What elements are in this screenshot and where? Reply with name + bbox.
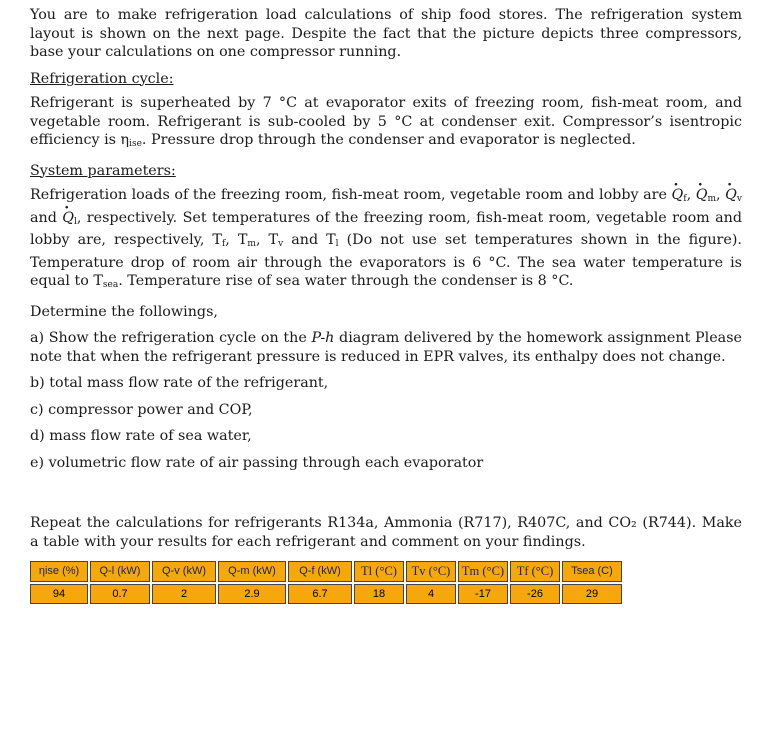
header-tl: Tl (°C): [354, 561, 404, 582]
parameters-table: [28, 559, 624, 606]
system-heading: System parameters:: [30, 162, 176, 179]
cycle-paragraph: Refrigerant is superheated by 7 °C at evaporator exits of freezing room, fish-meat room, and vegetable room. Refrigerant is sub-cooled by 5 °C at condenser exit. Compressor’s isentropic efficiency is $\eta_{ise}$. Pressure drop through the condenser and evaporator is neglected.: [30, 95, 742, 149]
system-paragraph: Refrigeration loads of the freezing room, fish-meat room, vegetable room and lobby are · $Q_f$, · $Q_m$, · $Q_v$ and · $Q_l$, respectively. Set temperatures of the freezing room, fish-meat room, vegetable room and lobby are, respectively, $T_f$, $T_m$, $T_v$ and $T_l$ (Do not use set temperatures shown in the figure). Temperature drop of room air through the evaporators is 6 °C. The sea water temperature is equal to $T_{sea}$. Temperature rise of sea water through the condenser is 8 °C.: [30, 186, 742, 295]
cell-eta: 94: [30, 584, 88, 605]
header-qm: Q-m (kW): [218, 561, 286, 582]
cell-tv: 4: [406, 584, 456, 605]
task-b: b) total mass flow rate of the refrigerant,: [30, 375, 329, 391]
cell-qm: 2.9: [218, 584, 286, 605]
assignment-document: [30, 6, 742, 606]
header-tsea: Tsea (C): [562, 561, 622, 582]
intro-paragraph: You are to make refrigeration load calculations of ship food stores. The refrigeration system layout is shown on the next page. Despite the fact that the picture depicts three compressors, base your calculations on one compressor running.: [30, 7, 742, 60]
cell-tf: -26: [510, 584, 560, 605]
header-tv: Tv (°C): [406, 561, 456, 582]
task-c: c) compressor power and COP,: [30, 401, 253, 418]
task-d: d) mass flow rate of sea water,: [30, 428, 252, 444]
table-header-row: [30, 561, 622, 582]
table-row: [30, 584, 622, 605]
cell-tsea: 29: [562, 584, 622, 605]
cycle-heading: Refrigeration cycle:: [30, 70, 174, 87]
cell-tm: -17: [458, 584, 508, 605]
repeat-paragraph: Repeat the calculations for refrigerants R134a, Ammonia (R717), R407C, and CO₂ (R744). Make a table with your results for each refrigerant and comment on your findings.: [30, 515, 742, 550]
cell-ql: 0.7: [90, 584, 150, 605]
task-e: e) volumetric flow rate of air passing through each evaporator: [30, 454, 484, 471]
task-a: a) Show the refrigeration cycle on the P-h diagram delivered by the homework assignment Please note that when the refrigerant pressure is reduced in EPR valves, its enthalpy does not change.: [30, 330, 742, 365]
header-qv: Q-v (kW): [152, 561, 216, 582]
header-qf: Q-f (kW): [288, 561, 352, 582]
cell-qv: 2: [152, 584, 216, 605]
cell-qf: 6.7: [288, 584, 352, 605]
header-tm: Tm (°C): [458, 561, 508, 582]
header-tf: Tf (°C): [510, 561, 560, 582]
cell-tl: 18: [354, 584, 404, 605]
determine-lead: Determine the followings,: [30, 303, 218, 320]
header-eta: ηise (%): [30, 561, 88, 582]
header-ql: Q-l (kW): [90, 561, 150, 582]
